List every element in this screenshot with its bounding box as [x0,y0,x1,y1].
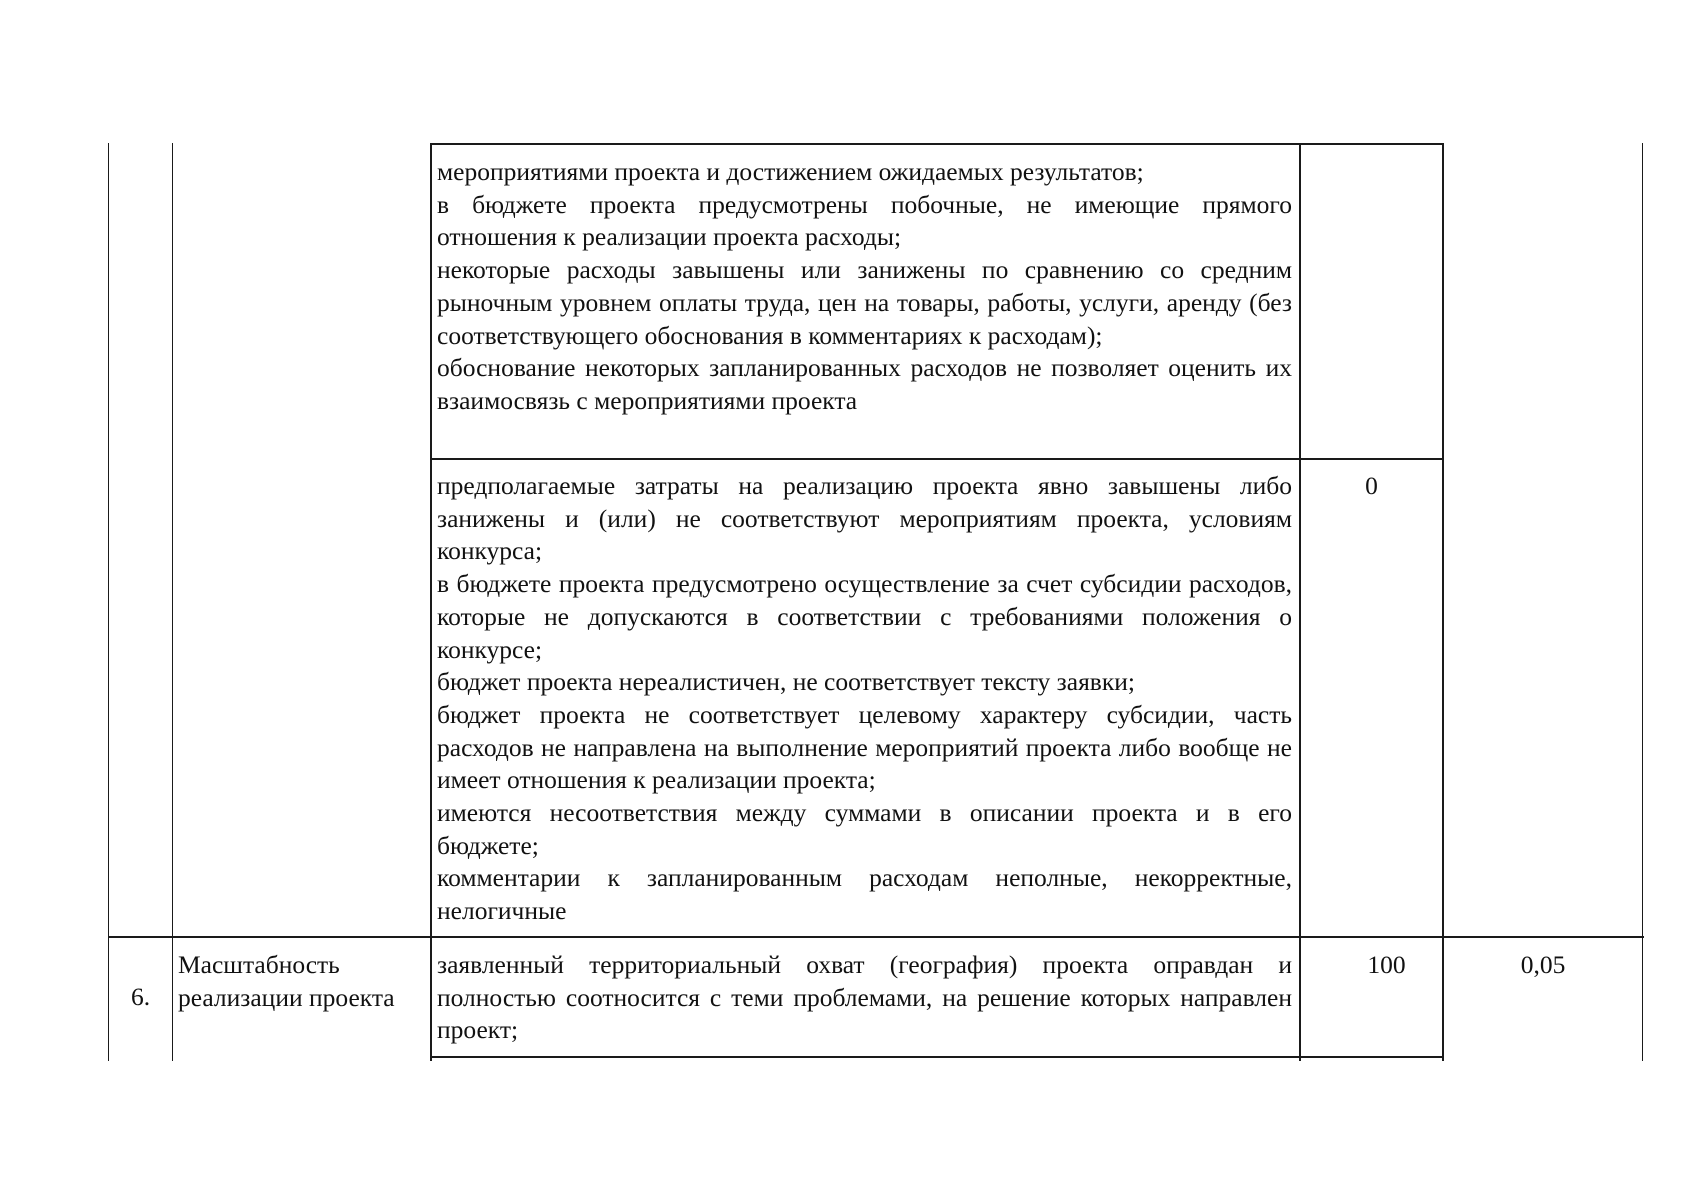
row3-description-cell [437,949,1292,1047]
row2-para-6: комментарии к запланированным расходам неполные, некорректные, нелогичные [437,863,1292,926]
row2-para-4: бюджет проекта не соответствует целевому характеру субсидии, часть расходов не направлена на выполнение мероприятий проекта либо вообще не имеет отношения к реализации проекта; [437,699,1292,795]
row2-description-cell [437,470,1292,928]
row3-criterion [178,949,428,1014]
row3-weight: 0,05 [1520,950,1566,979]
grid-line-col4-left [1299,143,1301,1061]
grid-line-right [1642,143,1643,1061]
grid-line-col3-left [430,143,432,1061]
grid-line-row3-top [108,936,1644,938]
row3-para-1: заявленный территориальный охват (география) проекта оправдан и полностью соотносится с теми проблемами, на решение которых направлен проект; [437,950,1292,1045]
row1-para-2: в бюджете проекта предусмотрены побочные, не имеющие прямого отношения к реализации проекта расходы; [437,189,1292,252]
grid-line-col1-left [108,143,109,1061]
row1-para-3: некоторые расходы завышены или занижены по сравнению со средним рыночным уровнем оплаты труда, цен на товары, работы, услуги, аренду (без соответствующего обоснования в комментариях к расходам); [437,255,1292,350]
row1-description-cell [437,156,1292,418]
row1-para-1: мероприятиями проекта и достижением ожидаемых результатов; [437,157,1144,186]
row3-score: 100 [1367,950,1406,979]
row2-para-2: в бюджете проекта предусмотрено осуществление за счет субсидии расходов, которые не допускаются в соответствии с требованиями положения о конкурсе; [437,569,1292,664]
grid-line-row1-top [430,143,1444,145]
row2-score: 0 [1365,471,1378,500]
row3-number: 6. [130,982,151,1011]
row2-para-1: предполагаемые затраты на реализацию проекта явно завышены либо занижены и (или) не соответствуют мероприятиям проекта, условиям конкурса; [437,471,1292,566]
row3-criterion-line1: Масштабность [178,950,340,979]
row2-para-3: бюджет проекта нереалистичен, не соответствует тексту заявки; [437,667,1135,697]
grid-line-row2-top [430,458,1444,460]
row1-para-4: обоснование некоторых запланированных расходов не позволяет оценить их взаимосвязь с мероприятиями проекта [437,353,1292,415]
grid-line-col2-left [172,143,173,1061]
grid-line-col5-left [1442,143,1444,1061]
row3-criterion-line2: реализации проекта [178,982,395,1012]
grid-line-row3-bottom [430,1056,1444,1058]
row2-para-5: имеются несоответствия между суммами в описании проекта и в его бюджете; [437,798,1292,860]
